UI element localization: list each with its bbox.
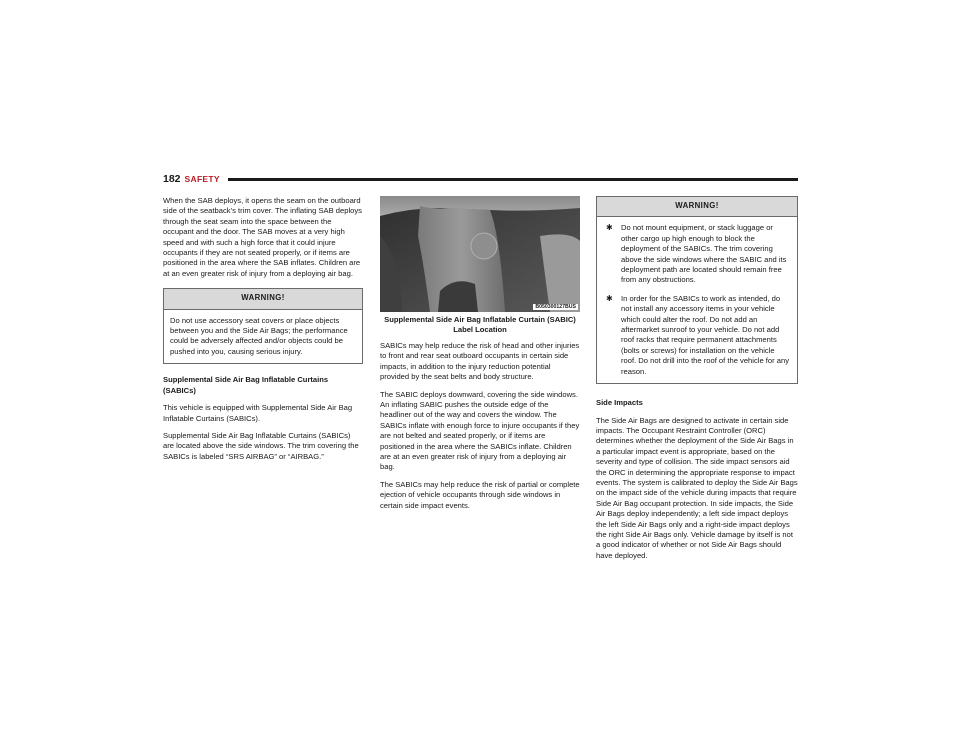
body-paragraph: The SABICs may help reduce the risk of partial or complete ejection of vehicle occupants through side windows in certain side impact events.: [380, 479, 580, 510]
column-left: [163, 196, 363, 469]
warning-item-text: Do not mount equipment, or stack luggage or other cargo up high enough to block the deployment of the SABICs. The trim covering above the side windows where the SABIC and its deployment path are located should remain free from any obstructions.: [621, 223, 787, 285]
warning-box-sabic: [596, 196, 798, 384]
warning-title: WARNING!: [597, 197, 797, 217]
body-paragraph: The SABIC deploys downward, covering the side windows. An inflating SABIC pushes the outside edge of the headliner out of the way and covers the window. The SABICs inflate with enough force to injure occupants if they are not belted and seated properly, or if items are positioned in the area where the SABICs inflate. Children are at an even greater risk of injury from a deploying air bag.: [380, 389, 580, 472]
bullet-icon: ✱: [606, 293, 613, 303]
warning-title: WARNING!: [164, 289, 362, 309]
body-paragraph: Supplemental Side Air Bag Inflatable Curtains (SABICs) are located above the side windows. The trim covering the SABICs is labeled “SRS AIRBAG” or “AIRBAG.”: [163, 430, 359, 461]
subheading-side-impacts: Side Impacts: [596, 398, 643, 408]
pillar-illustration: [380, 196, 580, 312]
header-rule: [228, 178, 798, 181]
bullet-icon: ✱: [606, 223, 613, 233]
sabic-label-photo: [380, 196, 580, 312]
figure-caption: Supplemental Side Air Bag Inflatable Curtain (SABIC) Label Location: [384, 315, 576, 334]
warning-box: [163, 288, 363, 364]
body-paragraph: The Side Air Bags are designed to activate in certain side impacts. The Occupant Restraint Controller (ORC) determines whether the deployment of the Side Air Bags in a particular impact event is appropriate, based on the severity and type of collision. The side impact sensors aid the ORC in determining the appropriate response to impact events. The system is calibrated to deploy the Side Air Bags on the impact side of the vehicle during impacts that require Side Air Bag occupant protection. In side impacts, the Side Air Bags deploy independently; a left side impact deploys the left Side Air Bags only and a right-side impact deploys the right Side Air Bags only. Vehicle damage by itself is not a good indicator of whether or not Side Air Bags should have deployed.: [596, 415, 798, 560]
subheading-sabic: Supplemental Side Air Bag Inflatable Curtains (SABICs): [163, 375, 329, 395]
column-right: [596, 196, 798, 568]
page-header: [163, 170, 798, 188]
body-paragraph: When the SAB deploys, it opens the seam on the outboard side of the seatback’s trim cover. The inflating SAB deploys through the seat seam into the space between the occupant and the door. The SAB moves at a very high speed and with such a high force that it could injure occupants if they are not seated properly, or if items are positioned in the area where the SAB inflates. Children are at an even greater risk of injury from a deploying air bag.: [163, 196, 362, 278]
warning-list: [603, 223, 791, 377]
page-number: 182: [163, 173, 181, 185]
body-paragraph: This vehicle is equipped with Supplemental Side Air Bag Inflatable Curtains (SABICs).: [163, 403, 353, 423]
body-paragraph: SABICs may help reduce the risk of head and other injuries to front and rear seat outboard occupants in certain side impacts, in addition to the injury reduction potential provided by the seat belts and body structure.: [380, 341, 580, 382]
column-middle: [380, 196, 580, 518]
section-title: SAFETY: [184, 174, 220, 184]
warning-item-text: In order for the SABICs to work as intended, do not install any accessory items in your vehicle which could alter the roof. Do not add an aftermarket sunroof to your vehicle. Do not add roof racks that require permanent attachments (bolts or screws) for installation on the vehicle roof. Do not drill into the roof of the vehicle for any reason.: [621, 293, 789, 376]
warning-list-item: [603, 223, 791, 285]
figure-code: B050300127BUS: [535, 304, 576, 310]
warning-list-item: [603, 294, 791, 377]
warning-text: Do not use accessory seat covers or place objects between you and the Side Air Bags; the performance could be adversely affected and/or objects could be pushed into you, causing serious injury.: [170, 315, 348, 356]
warning-body: [597, 217, 797, 383]
